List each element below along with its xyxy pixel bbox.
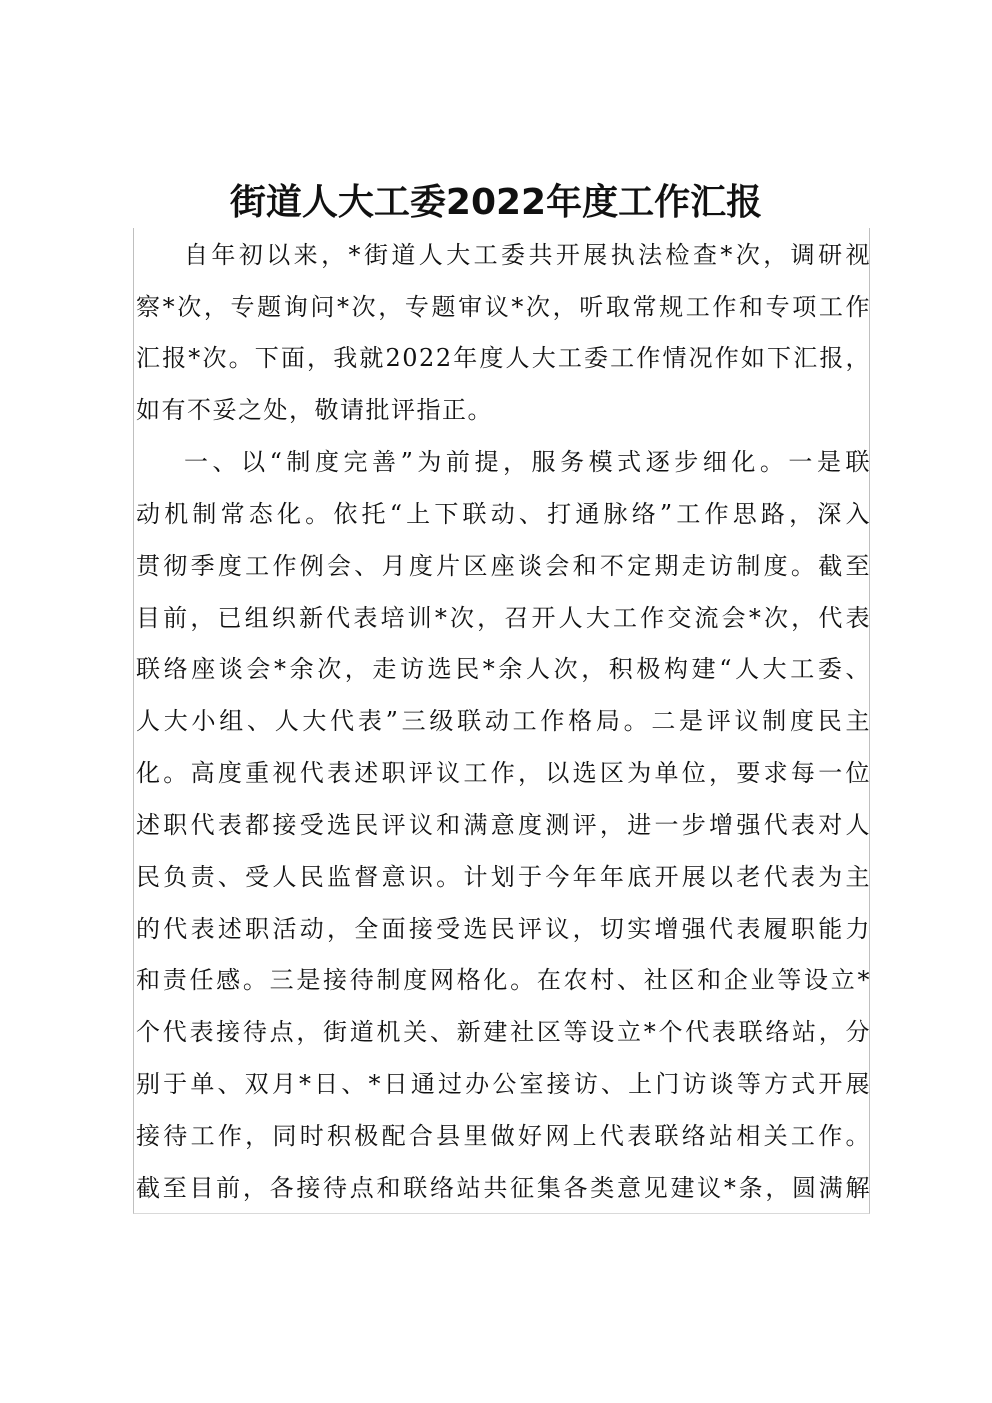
body-line: 人大小组、人大代表”三级联动工作格局。二是评议制度民主 [136,707,871,735]
body-line: 的代表述职活动，全面接受选民评议，切实增强代表履职能力 [136,915,871,943]
body-line: 贯彻季度工作例会、月度片区座谈会和不定期走访制度。截至 [136,552,871,580]
body-line: 个代表接待点，街道机关、新建社区等设立*个代表联络站，分 [136,1018,871,1046]
body-line: 汇报*次。下面，我就2022年度人大工委工作情况作如下汇报， [136,344,871,372]
body-line: 目前，已组织新代表培训*次，召开人大工作交流会*次，代表 [136,604,871,632]
body-line: 民负责、受人民监督意识。计划于今年年底开展以老代表为主 [136,863,871,891]
body-line: 和责任感。三是接待制度网格化。在农村、社区和企业等设立* [136,966,871,994]
body-line: 一、以“制度完善”为前提，服务模式逐步细化。一是联 [184,448,871,476]
body-line: 联络座谈会*余次，走访选民*余人次，积极构建“人大工委、 [136,655,871,683]
body-line: 别于单、双月*日、*日通过办公室接访、上门访谈等方式开展 [136,1070,871,1098]
body-line: 如有不妥之处，敬请批评指正。 [136,396,493,424]
body-line: 自年初以来，*街道人大工委共开展执法检查*次，调研视 [184,241,871,269]
body-line: 动机制常态化。依托“上下联动、打通脉络”工作思路，深入 [136,500,871,528]
body-line: 述职代表都接受选民评议和满意度测评，进一步增强代表对人 [136,811,871,839]
body-line: 化。高度重视代表述职评议工作，以选区为单位，要求每一位 [136,759,871,787]
body-line: 截至目前，各接待点和联络站共征集各类意见建议*条，圆满解 [136,1174,871,1202]
body-line: 察*次，专题询问*次，专题审议*次，听取常规工作和专项工作 [136,293,871,321]
body-line: 接待工作，同时积极配合县里做好网上代表联络站相关工作。 [136,1122,871,1150]
document-title: 街道人大工委2022年度工作汇报 [229,182,763,223]
